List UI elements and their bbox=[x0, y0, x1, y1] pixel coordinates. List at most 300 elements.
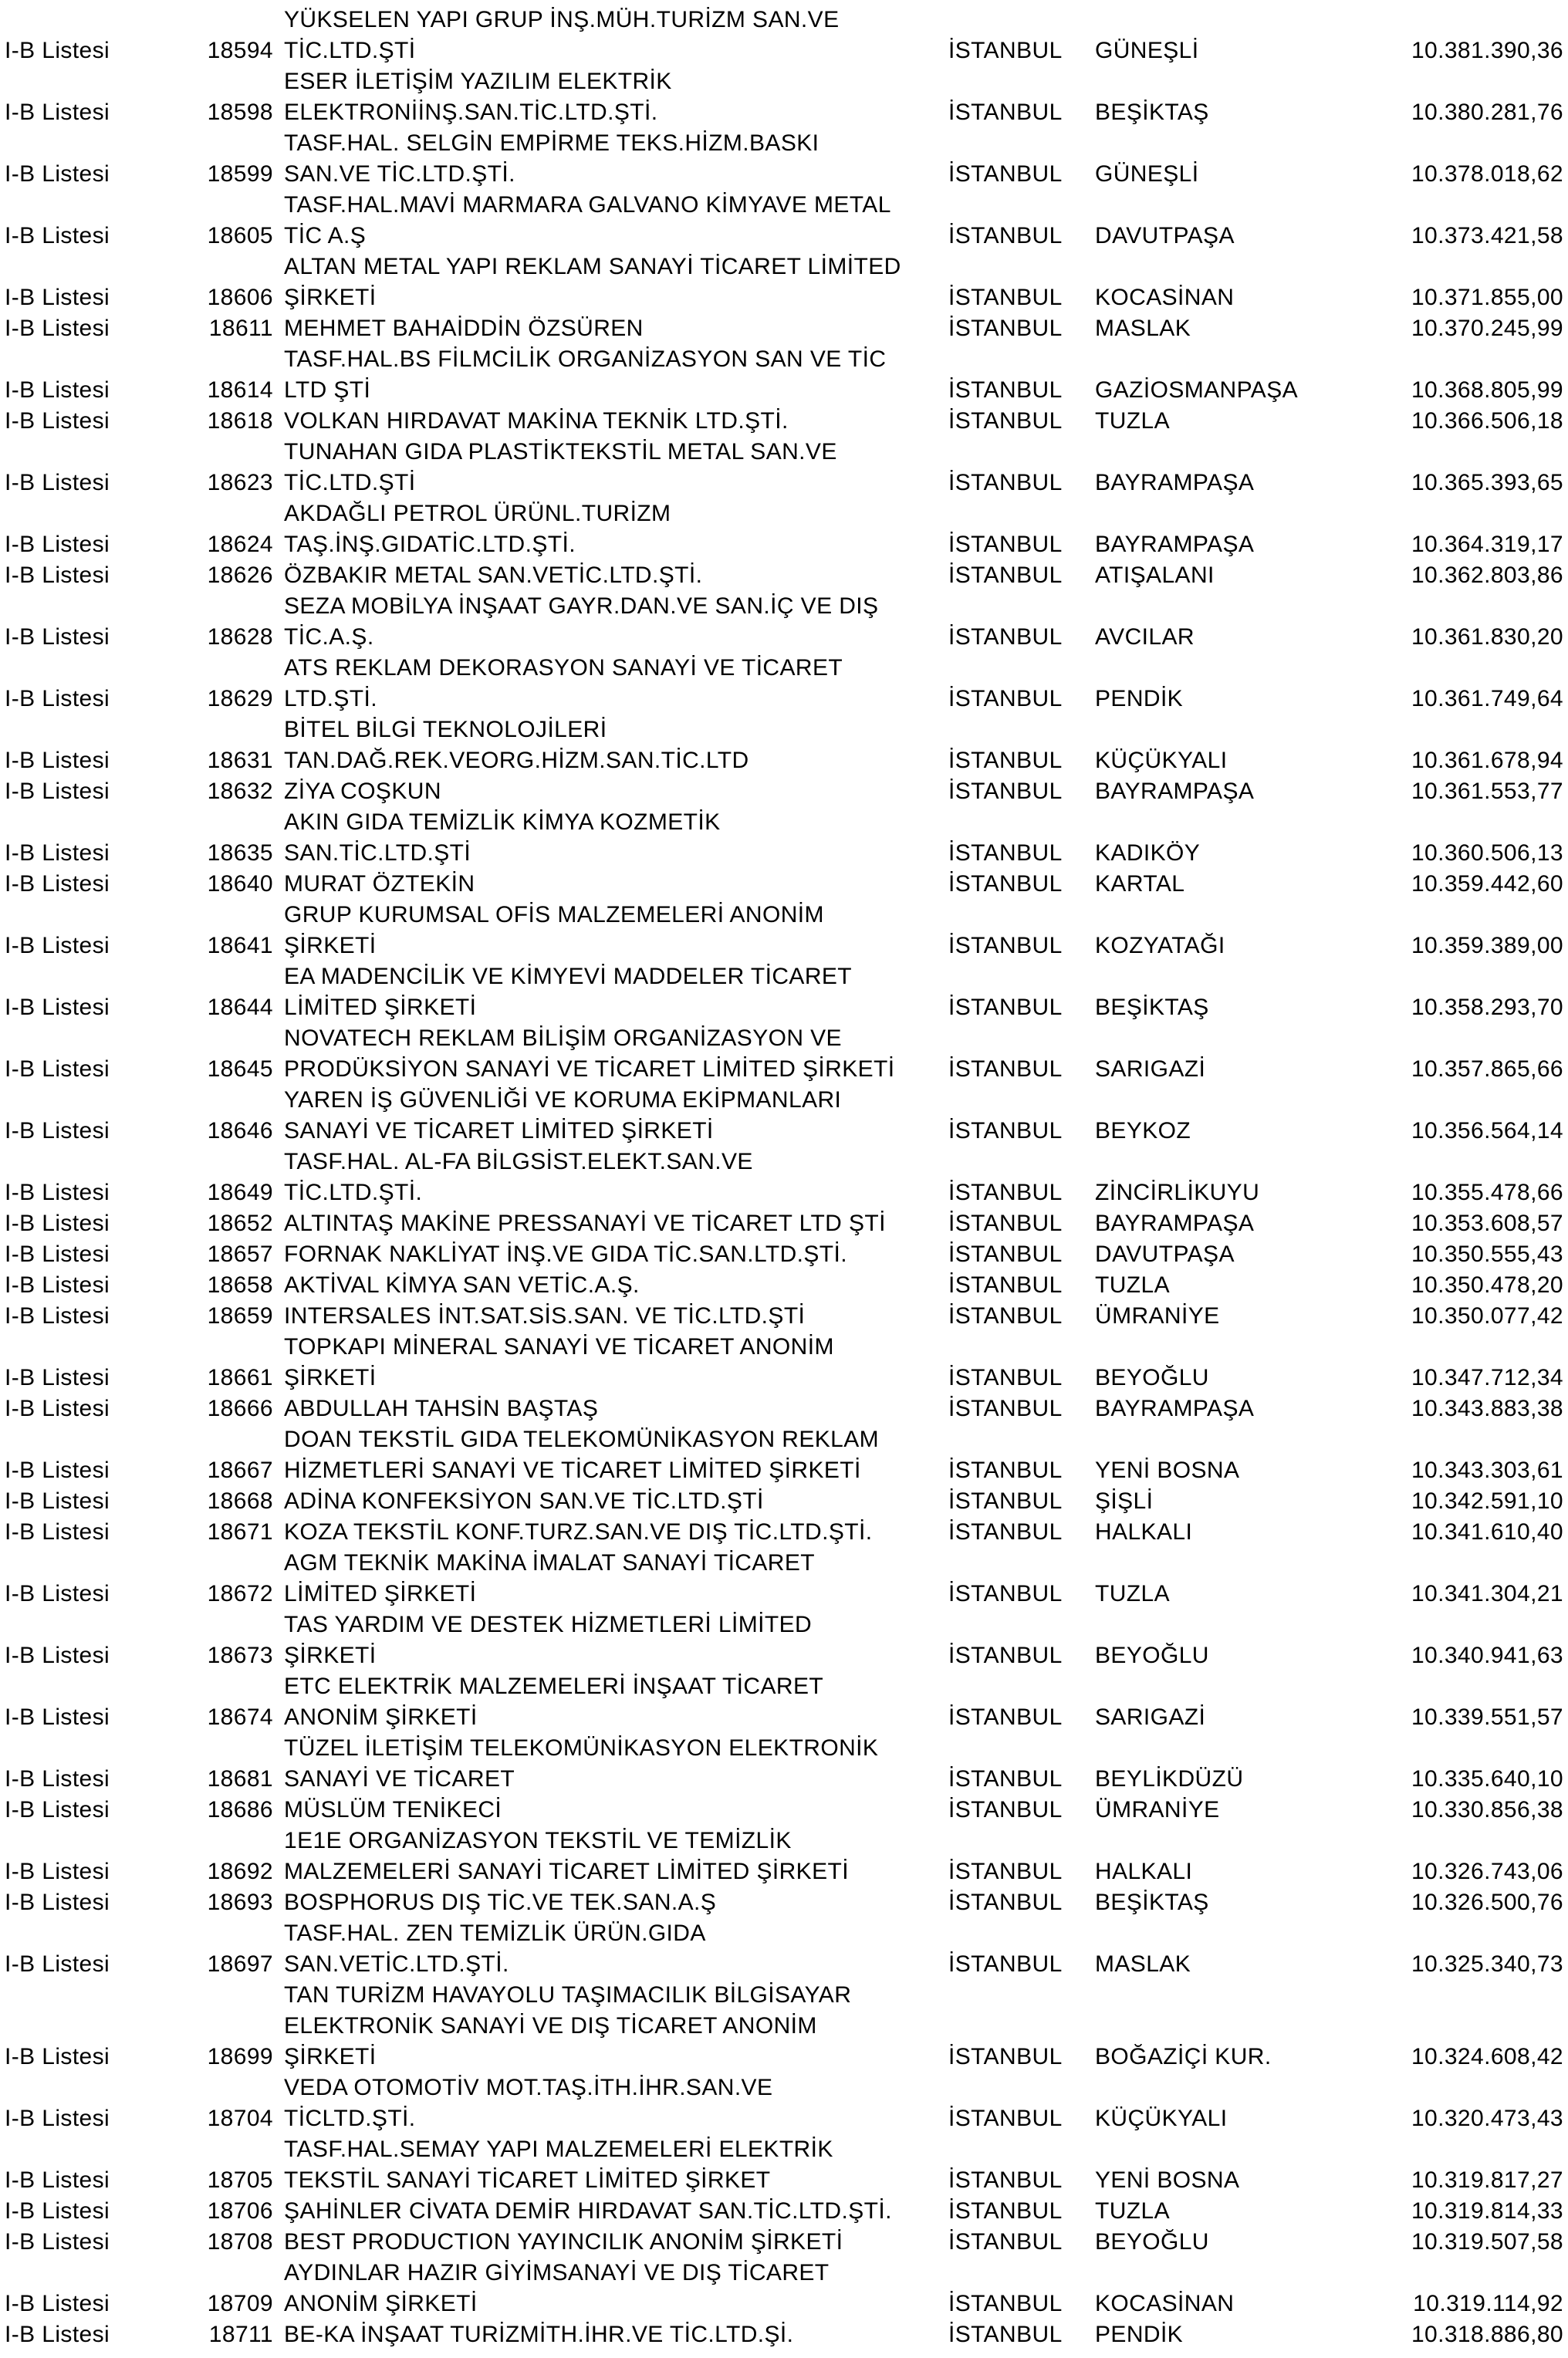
district-cell: YENİ BOSNA bbox=[1095, 2167, 1240, 2193]
table-row bbox=[0, 1116, 1568, 1147]
company-name-overflow-line bbox=[0, 900, 1568, 931]
company-name-cell: INTERSALES İNT.SAT.SİS.SAN. VE TİC.LTD.ŞTİ bbox=[284, 1303, 806, 1329]
company-name-cell: TAN.DAĞ.REK.VEORG.HİZM.SAN.TİC.LTD bbox=[284, 748, 749, 773]
amount-cell: 10.319.114,92 bbox=[1413, 2291, 1563, 2316]
table-row bbox=[0, 468, 1568, 498]
city-cell bbox=[948, 807, 1095, 838]
city-cell bbox=[948, 1826, 1095, 1856]
amount-cell bbox=[1350, 653, 1568, 684]
district-cell bbox=[1095, 190, 1350, 221]
amount-cell: 10.320.473,43 bbox=[1411, 2106, 1563, 2131]
district-cell: KÜÇÜKYALI bbox=[1095, 748, 1228, 773]
table-row bbox=[0, 1856, 1568, 1887]
row-number-cell bbox=[176, 961, 273, 992]
list-type-cell: I-B Listesi bbox=[5, 1211, 110, 1236]
district-cell: MASLAK bbox=[1095, 1951, 1191, 1977]
row-number-cell bbox=[176, 66, 273, 97]
company-name-cell: BE-KA İNŞAAT TURİZMİTH.İHR.VE TİC.LTD.Şİ. bbox=[284, 2322, 794, 2347]
company-name-overflow-line bbox=[0, 1610, 1568, 1640]
district-cell bbox=[1095, 1023, 1350, 1054]
row-number-cell bbox=[176, 2134, 273, 2165]
table-row bbox=[0, 622, 1568, 653]
amount-cell: 10.378.018,62 bbox=[1411, 161, 1563, 187]
amount-cell: 10.350.555,43 bbox=[1411, 1241, 1563, 1267]
list-type-cell: I-B Listesi bbox=[5, 1241, 110, 1267]
list-type-cell bbox=[0, 1733, 176, 1764]
row-number-cell: 18635 bbox=[207, 840, 273, 866]
row-number-cell: 18673 bbox=[207, 1643, 273, 1668]
district-cell bbox=[1095, 344, 1350, 375]
company-name-overflow-line bbox=[0, 2258, 1568, 2289]
row-number-cell: 18686 bbox=[207, 1797, 273, 1823]
company-name-overflow-line bbox=[0, 2073, 1568, 2103]
city-cell: İSTANBUL bbox=[948, 408, 1063, 434]
amount-cell bbox=[1350, 961, 1568, 992]
row-number-cell: 18632 bbox=[207, 779, 273, 804]
company-name-cell: TİC.A.Ş. bbox=[284, 624, 374, 650]
row-number-cell: 18649 bbox=[207, 1180, 273, 1205]
district-cell bbox=[1095, 66, 1350, 97]
city-cell bbox=[948, 1733, 1095, 1764]
amount-cell: 10.380.281,76 bbox=[1411, 100, 1563, 125]
company-name-cell: TİC.LTD.ŞTİ. bbox=[284, 1180, 423, 1205]
row-number-cell: 18618 bbox=[207, 408, 273, 434]
city-cell bbox=[948, 1147, 1095, 1177]
list-type-cell: I-B Listesi bbox=[5, 1180, 110, 1205]
company-name-cell: SEZA MOBİLYA İNŞAAT GAYR.DAN.VE SAN.İÇ VE DIŞ bbox=[284, 593, 879, 619]
city-cell: İSTANBUL bbox=[948, 377, 1063, 403]
row-number-cell bbox=[176, 807, 273, 838]
list-type-cell bbox=[0, 653, 176, 684]
row-number-cell: 18641 bbox=[207, 933, 273, 958]
amount-cell: 10.353.608,57 bbox=[1411, 1211, 1563, 1236]
city-cell: İSTANBUL bbox=[948, 1056, 1063, 1082]
list-type-cell: I-B Listesi bbox=[5, 316, 110, 341]
amount-cell: 10.370.245,99 bbox=[1411, 316, 1563, 341]
city-cell bbox=[948, 437, 1095, 468]
district-cell: BEŞİKTAŞ bbox=[1095, 1890, 1209, 1915]
city-cell: İSTANBUL bbox=[948, 470, 1063, 495]
row-number-cell bbox=[176, 1548, 273, 1579]
list-type-cell: I-B Listesi bbox=[5, 408, 110, 434]
list-type-cell: I-B Listesi bbox=[5, 779, 110, 804]
list-type-cell: I-B Listesi bbox=[5, 2322, 110, 2347]
city-cell bbox=[948, 714, 1095, 745]
company-name-cell: BEST PRODUCTION YAYINCILIK ANONİM ŞİRKETİ bbox=[284, 2229, 843, 2255]
city-cell bbox=[948, 591, 1095, 622]
list-type-cell: I-B Listesi bbox=[5, 161, 110, 187]
amount-cell: 10.335.640,10 bbox=[1411, 1766, 1563, 1792]
row-number-cell: 18611 bbox=[208, 316, 273, 341]
table-row bbox=[0, 2042, 1568, 2073]
list-type-cell bbox=[0, 714, 176, 745]
district-cell: BAYRAMPAŞA bbox=[1095, 1396, 1255, 1421]
city-cell bbox=[948, 653, 1095, 684]
district-cell bbox=[1095, 437, 1350, 468]
district-cell: PENDİK bbox=[1095, 686, 1184, 711]
row-number-cell: 18658 bbox=[207, 1272, 273, 1298]
amount-cell: 10.368.805,99 bbox=[1411, 377, 1563, 403]
list-type-cell: I-B Listesi bbox=[5, 1303, 110, 1329]
city-cell: İSTANBUL bbox=[948, 1118, 1063, 1144]
table-row bbox=[0, 992, 1568, 1023]
amount-cell: 10.343.303,61 bbox=[1411, 1458, 1563, 1483]
amount-cell bbox=[1350, 1918, 1568, 1949]
company-name-cell: ADİNA KONFEKSİYON SAN.VE TİC.LTD.ŞTİ bbox=[284, 1488, 764, 1514]
amount-cell: 10.339.551,57 bbox=[1411, 1704, 1563, 1730]
city-cell bbox=[948, 128, 1095, 159]
list-type-cell bbox=[0, 2258, 176, 2289]
row-number-cell: 18671 bbox=[207, 1519, 273, 1545]
amount-cell: 10.373.421,58 bbox=[1411, 223, 1563, 248]
district-cell: BAYRAMPAŞA bbox=[1095, 779, 1255, 804]
district-cell: BEYOĞLU bbox=[1095, 2229, 1209, 2255]
row-number-cell bbox=[176, 252, 273, 282]
company-name-overflow-line bbox=[0, 190, 1568, 221]
row-number-cell bbox=[176, 5, 273, 35]
list-type-cell bbox=[0, 5, 176, 35]
row-number-cell: 18598 bbox=[207, 100, 273, 125]
list-type-cell: I-B Listesi bbox=[5, 624, 110, 650]
city-cell: İSTANBUL bbox=[948, 2291, 1063, 2316]
table-row bbox=[0, 2103, 1568, 2134]
amount-cell: 10.359.389,00 bbox=[1411, 933, 1563, 958]
amount-cell: 10.324.608,42 bbox=[1411, 2044, 1563, 2069]
amount-cell: 10.361.749,64 bbox=[1411, 686, 1563, 711]
company-name-overflow-line bbox=[0, 1548, 1568, 1579]
district-cell bbox=[1095, 2258, 1350, 2289]
amount-cell: 10.347.712,34 bbox=[1411, 1365, 1563, 1390]
district-cell: TUZLA bbox=[1095, 408, 1171, 434]
district-cell bbox=[1095, 1826, 1350, 1856]
amount-cell: 10.364.319,17 bbox=[1411, 532, 1563, 557]
amount-cell bbox=[1350, 1980, 1568, 2011]
amount-cell: 10.350.478,20 bbox=[1411, 1272, 1563, 1298]
row-number-cell: 18706 bbox=[207, 2198, 273, 2224]
district-cell bbox=[1095, 1610, 1350, 1640]
list-type-cell: I-B Listesi bbox=[5, 2044, 110, 2069]
district-cell: DAVUTPAŞA bbox=[1095, 223, 1235, 248]
company-name-cell: ALTINTAŞ MAKİNE PRESSANAYİ VE TİCARET LTD ŞTİ bbox=[284, 1211, 886, 1236]
list-type-cell: I-B Listesi bbox=[5, 686, 110, 711]
row-number-cell bbox=[176, 498, 273, 529]
list-type-cell bbox=[0, 128, 176, 159]
list-type-cell: I-B Listesi bbox=[5, 1643, 110, 1668]
district-cell: GÜNEŞLİ bbox=[1095, 38, 1199, 63]
list-type-cell: I-B Listesi bbox=[5, 1704, 110, 1730]
amount-cell: 10.318.886,80 bbox=[1411, 2322, 1563, 2347]
list-type-cell bbox=[0, 1332, 176, 1363]
amount-cell bbox=[1350, 900, 1568, 931]
company-name-cell: ŞİRKETİ bbox=[284, 2044, 377, 2069]
row-number-cell: 18605 bbox=[207, 223, 273, 248]
list-type-cell: I-B Listesi bbox=[5, 38, 110, 63]
city-cell: İSTANBUL bbox=[948, 2198, 1063, 2224]
company-name-overflow-line bbox=[0, 1733, 1568, 1764]
list-type-cell: I-B Listesi bbox=[5, 1396, 110, 1421]
list-type-cell: I-B Listesi bbox=[5, 840, 110, 866]
company-name-cell: TASF.HAL. AL-FA BİLGSİST.ELEKT.SAN.VE bbox=[284, 1149, 753, 1174]
list-type-cell: I-B Listesi bbox=[5, 1766, 110, 1792]
list-type-cell: I-B Listesi bbox=[5, 1797, 110, 1823]
list-type-cell: I-B Listesi bbox=[5, 933, 110, 958]
row-number-cell: 18693 bbox=[207, 1890, 273, 1915]
city-cell: İSTANBUL bbox=[948, 933, 1063, 958]
district-cell: DAVUTPAŞA bbox=[1095, 1241, 1235, 1267]
district-cell bbox=[1095, 591, 1350, 622]
row-number-cell bbox=[176, 1733, 273, 1764]
company-name-cell: TASF.HAL.MAVİ MARMARA GALVANO KİMYAVE METAL bbox=[284, 192, 891, 218]
company-name-overflow-line bbox=[0, 1023, 1568, 1054]
district-cell bbox=[1095, 714, 1350, 745]
district-cell bbox=[1095, 1332, 1350, 1363]
company-name-cell: TOPKAPI MİNERAL SANAYİ VE TİCARET ANONİM bbox=[284, 1334, 834, 1360]
company-name-cell: SANAYİ VE TİCARET LİMİTED ŞİRKETİ bbox=[284, 1118, 714, 1144]
district-cell: AVCILAR bbox=[1095, 624, 1195, 650]
table-row bbox=[0, 35, 1568, 66]
amount-cell: 10.361.678,94 bbox=[1411, 748, 1563, 773]
amount-cell bbox=[1350, 2258, 1568, 2289]
company-name-cell: TİC.LTD.ŞTİ bbox=[284, 470, 416, 495]
list-type-cell: I-B Listesi bbox=[5, 1488, 110, 1514]
amount-cell bbox=[1350, 714, 1568, 745]
district-cell: SARIGAZİ bbox=[1095, 1056, 1206, 1082]
table-row bbox=[0, 2165, 1568, 2196]
table-row bbox=[0, 560, 1568, 591]
list-type-cell bbox=[0, 66, 176, 97]
company-name-cell: TASF.HAL.BS FİLMCİLİK ORGANİZASYON SAN VE TİC bbox=[284, 346, 887, 372]
company-name-cell: DOAN TEKSTİL GIDA TELEKOMÜNİKASYON REKLAM bbox=[284, 1427, 880, 1452]
row-number-cell bbox=[176, 653, 273, 684]
list-type-cell: I-B Listesi bbox=[5, 1118, 110, 1144]
company-name-cell: TAS YARDIM VE DESTEK HİZMETLERİ LİMİTED bbox=[284, 1612, 813, 1637]
amount-cell bbox=[1350, 807, 1568, 838]
city-cell: İSTANBUL bbox=[948, 871, 1063, 897]
city-cell bbox=[948, 498, 1095, 529]
list-type-cell bbox=[0, 1147, 176, 1177]
row-number-cell: 18652 bbox=[207, 1211, 273, 1236]
district-cell: KOZYATAĞI bbox=[1095, 933, 1225, 958]
company-name-cell: GRUP KURUMSAL OFİS MALZEMELERİ ANONİM bbox=[284, 902, 824, 927]
amount-cell: 10.361.553,77 bbox=[1411, 779, 1563, 804]
district-cell: BEŞİKTAŞ bbox=[1095, 995, 1209, 1020]
amount-cell bbox=[1350, 5, 1568, 35]
city-cell: İSTANBUL bbox=[948, 100, 1063, 125]
company-name-cell: VEDA OTOMOTİV MOT.TAŞ.İTH.İHR.SAN.VE bbox=[284, 2075, 773, 2100]
row-number-cell bbox=[176, 1610, 273, 1640]
company-name-cell: TEKSTİL SANAYİ TİCARET LİMİTED ŞİRKET bbox=[284, 2167, 771, 2193]
row-number-cell: 18629 bbox=[207, 686, 273, 711]
row-number-cell bbox=[176, 1918, 273, 1949]
list-type-cell: I-B Listesi bbox=[5, 470, 110, 495]
district-cell bbox=[1095, 1424, 1350, 1455]
list-type-cell: I-B Listesi bbox=[5, 871, 110, 897]
list-type-cell: I-B Listesi bbox=[5, 1890, 110, 1915]
amount-cell: 10.325.340,73 bbox=[1411, 1951, 1563, 1977]
city-cell bbox=[948, 344, 1095, 375]
table-row bbox=[0, 529, 1568, 560]
row-number-cell: 18624 bbox=[207, 532, 273, 557]
district-cell: BAYRAMPAŞA bbox=[1095, 532, 1255, 557]
company-name-cell: FORNAK NAKLİYAT İNŞ.VE GIDA TİC.SAN.LTD.ŞTİ. bbox=[284, 1241, 847, 1267]
city-cell bbox=[948, 900, 1095, 931]
amount-cell bbox=[1350, 498, 1568, 529]
row-number-cell: 18661 bbox=[207, 1365, 273, 1390]
district-cell: GÜNEŞLİ bbox=[1095, 161, 1199, 187]
amount-cell bbox=[1350, 1733, 1568, 1764]
company-name-overflow-line bbox=[0, 1147, 1568, 1177]
company-name-cell: ÖZBAKIR METAL SAN.VETİC.LTD.ŞTİ. bbox=[284, 562, 703, 588]
city-cell bbox=[948, 2073, 1095, 2103]
city-cell: İSTANBUL bbox=[948, 779, 1063, 804]
amount-cell: 10.365.393,65 bbox=[1411, 470, 1563, 495]
city-cell: İSTANBUL bbox=[948, 161, 1063, 187]
list-type-cell: I-B Listesi bbox=[5, 1581, 110, 1606]
company-name-overflow-line bbox=[0, 5, 1568, 35]
table-row bbox=[0, 2196, 1568, 2227]
company-name-cell: MEHMET BAHAİDDİN ÖZSÜREN bbox=[284, 316, 644, 341]
row-number-cell: 18646 bbox=[207, 1118, 273, 1144]
table-row bbox=[0, 1270, 1568, 1301]
company-name-overflow-line bbox=[0, 128, 1568, 159]
amount-cell bbox=[1350, 1023, 1568, 1054]
company-name-cell: ANONİM ŞİRKETİ bbox=[284, 2291, 478, 2316]
city-cell: İSTANBUL bbox=[948, 1365, 1063, 1390]
list-type-cell bbox=[0, 807, 176, 838]
table-row bbox=[0, 159, 1568, 190]
district-cell: HALKALI bbox=[1095, 1859, 1193, 1884]
row-number-cell: 18674 bbox=[207, 1704, 273, 1730]
amount-cell: 10.350.077,42 bbox=[1411, 1303, 1563, 1329]
table-row bbox=[0, 1239, 1568, 1270]
row-number-cell: 18640 bbox=[207, 871, 273, 897]
amount-cell: 10.340.941,63 bbox=[1411, 1643, 1563, 1668]
company-name-cell: TASF.HAL. ZEN TEMİZLİK ÜRÜN.GIDA bbox=[284, 1921, 706, 1946]
company-name-cell: ŞİRKETİ bbox=[284, 933, 377, 958]
district-cell: TUZLA bbox=[1095, 2198, 1171, 2224]
list-type-cell bbox=[0, 1980, 176, 2011]
row-number-cell: 18631 bbox=[207, 748, 273, 773]
company-name-cell: AKTİVAL KİMYA SAN VETİC.A.Ş. bbox=[284, 1272, 640, 1298]
table-row bbox=[0, 1054, 1568, 1085]
table-row bbox=[0, 2289, 1568, 2319]
district-cell bbox=[1095, 1085, 1350, 1116]
row-number-cell: 18681 bbox=[207, 1766, 273, 1792]
amount-cell bbox=[1350, 1548, 1568, 1579]
row-number-cell: 18645 bbox=[207, 1056, 273, 1082]
district-cell bbox=[1095, 1671, 1350, 1702]
city-cell: İSTANBUL bbox=[948, 1797, 1063, 1823]
list-type-cell: I-B Listesi bbox=[5, 2167, 110, 2193]
table-row bbox=[0, 745, 1568, 776]
row-number-cell bbox=[176, 2258, 273, 2289]
amount-cell: 10.361.830,20 bbox=[1411, 624, 1563, 650]
list-type-cell: I-B Listesi bbox=[5, 2198, 110, 2224]
company-name-overflow-line bbox=[0, 653, 1568, 684]
table-row bbox=[0, 1795, 1568, 1826]
row-number-cell: 18711 bbox=[208, 2322, 273, 2347]
amount-cell: 10.319.507,58 bbox=[1411, 2229, 1563, 2255]
district-cell bbox=[1095, 498, 1350, 529]
amount-cell bbox=[1350, 1826, 1568, 1856]
table-row bbox=[0, 1394, 1568, 1424]
city-cell bbox=[948, 1548, 1095, 1579]
company-name-overflow-line bbox=[0, 1671, 1568, 1702]
company-name-cell: LİMİTED ŞİRKETİ bbox=[284, 1581, 477, 1606]
list-type-cell bbox=[0, 1918, 176, 1949]
company-name-overflow-line bbox=[0, 437, 1568, 468]
row-number-cell bbox=[176, 128, 273, 159]
company-name-cell: ŞİRKETİ bbox=[284, 285, 377, 310]
list-type-cell: I-B Listesi bbox=[5, 100, 110, 125]
company-name-cell: AKIN GIDA TEMİZLİK KİMYA KOZMETİK bbox=[284, 809, 721, 835]
table-row bbox=[0, 313, 1568, 344]
city-cell bbox=[948, 66, 1095, 97]
amount-cell: 10.330.856,38 bbox=[1411, 1797, 1563, 1823]
row-number-cell: 18668 bbox=[207, 1488, 273, 1514]
table-row bbox=[0, 1887, 1568, 1918]
city-cell: İSTANBUL bbox=[948, 562, 1063, 588]
company-name-overflow-line bbox=[0, 252, 1568, 282]
list-type-cell bbox=[0, 591, 176, 622]
row-number-cell bbox=[176, 1085, 273, 1116]
company-name-cell: SAN.VE TİC.LTD.ŞTİ. bbox=[284, 161, 515, 187]
district-cell: BAYRAMPAŞA bbox=[1095, 470, 1255, 495]
company-name-cell: TAN TURİZM HAVAYOLU TAŞIMACILIK BİLGİSAYAR bbox=[284, 1982, 852, 2008]
district-cell: TUZLA bbox=[1095, 1581, 1171, 1606]
district-cell: BEYKOZ bbox=[1095, 1118, 1191, 1144]
company-name-cell: AGM TEKNİK MAKİNA İMALAT SANAYİ TİCARET bbox=[284, 1550, 815, 1576]
row-number-cell bbox=[176, 591, 273, 622]
amount-cell bbox=[1350, 66, 1568, 97]
amount-cell bbox=[1350, 344, 1568, 375]
city-cell bbox=[948, 1610, 1095, 1640]
list-type-cell: I-B Listesi bbox=[5, 1458, 110, 1483]
company-name-cell: ALTAN METAL YAPI REKLAM SANAYİ TİCARET LİMİTED bbox=[284, 254, 901, 279]
district-cell bbox=[1095, 2134, 1350, 2165]
company-name-cell: TASF.HAL.SEMAY YAPI MALZEMELERİ ELEKTRİK bbox=[284, 2137, 833, 2162]
company-name-cell: ŞİRKETİ bbox=[284, 1365, 377, 1390]
table-row bbox=[0, 1486, 1568, 1517]
city-cell bbox=[948, 961, 1095, 992]
company-name-overflow-line bbox=[0, 1332, 1568, 1363]
amount-cell: 10.362.803,86 bbox=[1411, 562, 1563, 588]
company-name-cell: ANONİM ŞİRKETİ bbox=[284, 1704, 478, 1730]
amount-cell: 10.381.390,36 bbox=[1411, 38, 1563, 63]
row-number-cell: 18667 bbox=[207, 1458, 273, 1483]
list-type-cell bbox=[0, 1085, 176, 1116]
district-cell bbox=[1095, 1918, 1350, 1949]
table-row bbox=[0, 282, 1568, 313]
company-name-cell: YAREN İŞ GÜVENLİĞİ VE KORUMA EKİPMANLARI bbox=[284, 1087, 842, 1113]
table-row bbox=[0, 1764, 1568, 1795]
district-cell: KOCASİNAN bbox=[1095, 285, 1235, 310]
district-cell bbox=[1095, 961, 1350, 992]
list-type-cell: I-B Listesi bbox=[5, 532, 110, 557]
amount-cell bbox=[1350, 1085, 1568, 1116]
row-number-cell bbox=[176, 344, 273, 375]
company-name-overflow-line bbox=[0, 1918, 1568, 1949]
table-row bbox=[0, 1517, 1568, 1548]
amount-cell bbox=[1350, 437, 1568, 468]
row-number-cell bbox=[176, 714, 273, 745]
company-name-cell: ATS REKLAM DEKORASYON SANAYİ VE TİCARET bbox=[284, 655, 843, 681]
table-row bbox=[0, 838, 1568, 869]
list-type-cell bbox=[0, 1671, 176, 1702]
row-number-cell: 18626 bbox=[207, 562, 273, 588]
table-row bbox=[0, 1949, 1568, 1980]
list-type-cell: I-B Listesi bbox=[5, 2106, 110, 2131]
